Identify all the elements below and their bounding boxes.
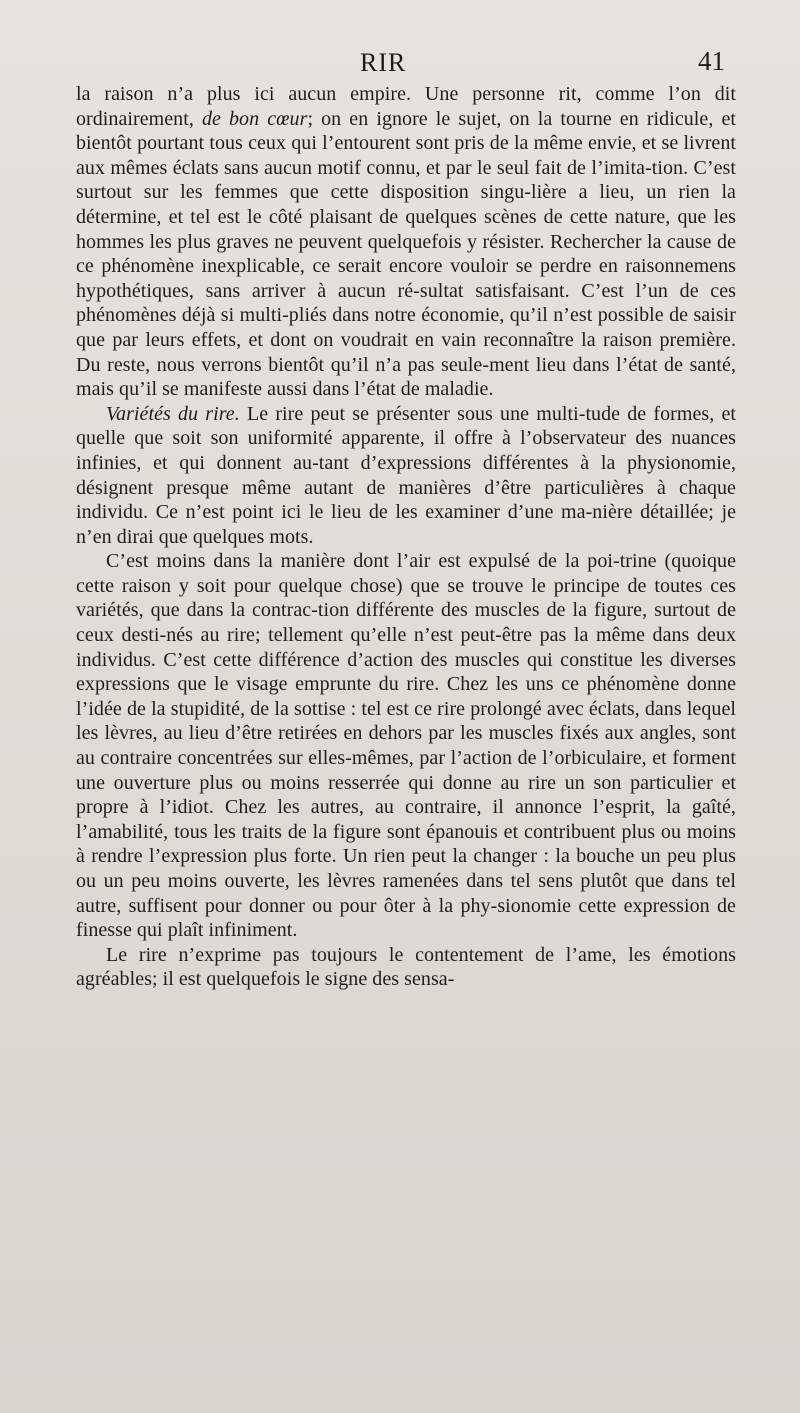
- italic-phrase: de bon cœur: [201, 107, 308, 130]
- page-number: 41: [698, 46, 725, 76]
- section-heading-varietes-du-rire: Variétés du rire.: [106, 402, 240, 425]
- page-header: [0, 40, 800, 80]
- paragraph-4: [76, 943, 736, 992]
- paragraph-4-text: Le rire n’exprime pas toujours le contentement de l’ame, les émotions agréables; il est quelquefois le signe des sensa-: [76, 943, 736, 991]
- paragraph-1-continuation: ; on en ignore le sujet, on la tourne en ridicule, et bientôt pourtant tous ceux qui l’entourent sont pris de la même envie, et se livrent aux mêmes éclats sans aucun motif connu, et par le seul fait de l’imita-tion. C’est surtout sur les femmes que cette disposition singu-lière a lieu, un rien la détermine, et tel est le côté plaisant de quelques scènes de cette nature, que les hommes les plus graves ne peuvent quelquefois y résister. Rechercher la cause de ce phénomène inexplicable, ce serait encore vouloir se perdre en raisonnemens hypothétiques, sans arriver à aucun ré-sultat satisfaisant. C’est l’un de ces phénomènes déjà si multi-pliés dans notre économie, qu’il n’est possible de saisir que par leurs effets, et dont on voudrait en vain reconnaître la raison première. Du reste, nous verrons bientôt qu’il n’a pas seule-ment lieu dans l’état de santé, mais qu’il se manifeste aussi dans l’état de maladie.: [76, 107, 736, 401]
- paragraph-2-text: Le rire peut se présenter sous une multi-tude de formes, et quelle que soit son uniformité apparente, il offre à l’observateur des nuances infinies, et qui donnent au-tant d’expressions différentes à la physionomie, désignent presque même autant de manières d’être particulières à chaque individu. Ce n’est point ici le lieu de les examiner d’une ma-nière détaillée; je n’en dirai que quelques mots.: [76, 402, 737, 548]
- paragraph-1: [76, 82, 736, 402]
- body-text: [76, 82, 736, 992]
- paragraph-2: [76, 402, 736, 550]
- paragraph-3: [76, 549, 736, 943]
- running-head: RIR: [360, 48, 407, 77]
- paragraph-1-text: la raison n’a plus ici aucun empire. Une personne rit, comme l’on dit ordinairement,: [76, 83, 736, 130]
- paragraph-3-text: C’est moins dans la manière dont l’air est expulsé de la poi-trine (quoique cette raison y soit pour quelque chose) que se trouve le principe de toutes ces variétés, que dans la contrac-tion différente des muscles de la figure, surtout de ceux desti-nés au rire; tellement qu’elle n’est peut-être pas la même dans deux individus. C’est cette différence d’action des muscles qui constitue les diverses expressions que le visage emprunte du rire. Chez les uns ce phénomène donne l’idée de la stupidité, de la sottise : tel est ce rire prolongé avec éclats, dans lequel les lèvres, au lieu d’être retirées en dehors par les muscles fixés aux angles, sont au contraire concentrées sur elles-mêmes, par l’action de l’orbiculaire, et forment une ouverture plus ou moins resserrée qui donne au rire un son particulier et propre à l’idiot. Chez les autres, au contraire, il annonce l’esprit, la gaîté, l’amabilité, tous les traits de la figure sont épanouis et contribuent plus ou moins à rendre l’expression plus forte. Un rien peut la changer : la bouche un peu plus ou un peu moins ouverte, les lèvres ramenées dans tel sens plutôt que dans tel autre, suffisent pour donner ou pour ôter à la phy-sionomie cette expression de finesse qui plaît infiniment.: [76, 550, 736, 942]
